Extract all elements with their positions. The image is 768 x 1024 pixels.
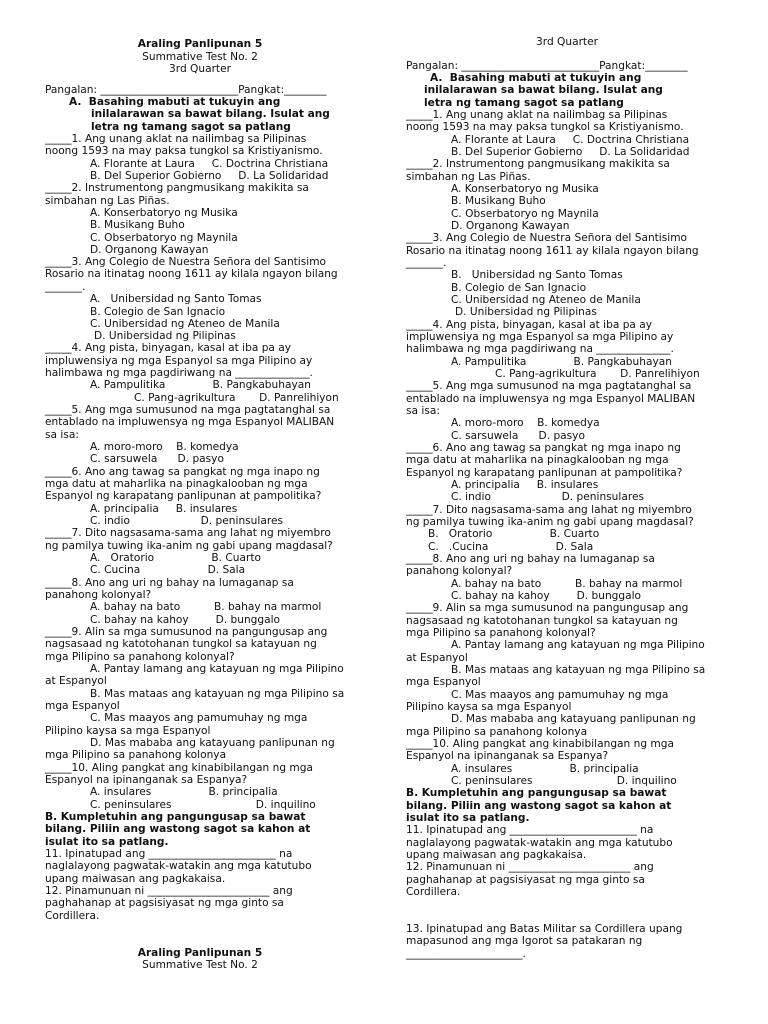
right-text-line: mapasunod ang mga Igorot sa patakaran ng xyxy=(406,935,643,947)
right-text-line: simbahan ng Las Piñas. xyxy=(406,171,531,183)
right-text-line: Cordillera. xyxy=(406,886,461,898)
left-text-line: Summative Test No. 2 xyxy=(142,51,258,63)
right-text-line: _____10. Aling pangkat ang kinabibilangan ng mga xyxy=(406,738,674,750)
left-text-line: simbahan ng Las Piñas. xyxy=(45,195,170,207)
left-text-line: A. Konserbatoryo ng Musika xyxy=(90,207,238,219)
left-text-line: impluwensiya ng mga Espanyol sa mga Pilipino ay xyxy=(45,355,313,367)
left-text-line: C. Unibersidad ng Ateneo de Manila xyxy=(90,318,280,330)
left-text-line: B. Musikang Buho xyxy=(90,219,185,231)
left-text-line: A. Oratorio B. Cuarto xyxy=(90,552,261,564)
right-text-line: B. Kumpletuhin ang pangungusap sa bawat xyxy=(406,787,667,799)
left-text-line: A. bahay na bato B. bahay na marmol xyxy=(90,601,322,613)
left-text-line: naglalayong pagwatak-watakin ang mga katutubo xyxy=(45,860,312,872)
right-text-line: entablado na impluwensya ng mga Espanyol MALIBAN xyxy=(406,393,696,405)
left-text-line: _____10. Aling pangkat ang kinabibilangan ng mga xyxy=(45,762,313,774)
left-text-line: _____2. Instrumentong pangmusikang makikita sa xyxy=(45,182,309,194)
right-text-line: _____9. Alin sa mga sumusunod na pangungusap ang xyxy=(406,602,689,614)
left-text-line: isulat ito sa patlang. xyxy=(45,836,169,848)
right-text-line: A. Pantay lamang ang katayuan ng mga Pilipino xyxy=(451,639,705,651)
left-text-line: nagsasaad ng katotohanan tungkol sa katayuan ng xyxy=(45,638,317,650)
right-text-line: A. Basahing mabuti at tukuyin ang xyxy=(430,72,642,84)
left-text-line: A. Basahing mabuti at tukuyin ang xyxy=(69,96,281,108)
left-text-line: _____1. Ang unang aklat na nailimbag sa Pilipinas xyxy=(45,133,307,145)
right-text-line: _____7. Dito nagsasama-sama ang lahat ng miyembro xyxy=(406,504,692,516)
left-text-line: _____9. Alin sa mga sumusunod na pangungusap ang xyxy=(45,626,328,638)
right-text-line: ng pamilya tuwing ika-anim ng gabi upang magdasal? xyxy=(406,516,694,528)
right-text-line: C. Obserbatoryo ng Maynila xyxy=(451,208,599,220)
right-text-line: naglalayong pagwatak-watakin ang mga katutubo xyxy=(406,837,673,849)
left-text-line: _____4. Ang pista, binyagan, kasal at iba pa ay xyxy=(45,342,292,354)
left-text-line: B. Colegio de San Ignacio xyxy=(90,306,226,318)
right-text-line: mga Pilipino sa panahong kolonyal? xyxy=(406,627,596,639)
right-text-line: B. Unibersidad ng Santo Tomas xyxy=(451,269,623,281)
right-text-line: Pangalan: __________________________Pangkat:________ xyxy=(406,60,688,72)
right-text-line: upang maiwasan ang pagkakaisa. xyxy=(406,849,587,861)
right-text-line: panahong kolonyal? xyxy=(406,565,513,577)
left-text-line: Araling Panlipunan 5 xyxy=(137,947,263,959)
right-text-line: impluwensiya ng mga Espanyol sa mga Pilipino ay xyxy=(406,331,674,343)
right-text-line: Espanyol ng karapatang panlipunan at pampolitika? xyxy=(406,467,683,479)
left-text-line: noong 1593 na may paksa tungkol sa Kristiyanismo. xyxy=(45,145,323,157)
right-text-line: B. Del Superior Gobierno D. La Solidaridad xyxy=(451,146,690,158)
left-text-line: letra ng tamang sagot sa patlang xyxy=(91,121,291,133)
left-text-line: mga Pilipino sa panahong kolonya xyxy=(45,749,227,761)
right-text-line: D. Organong Kawayan xyxy=(451,220,570,232)
left-text-line: B. Mas mataas ang katayuan ng mga Pilipino sa xyxy=(90,688,345,700)
right-text-line: 13. Ipinatupad ang Batas Militar sa Cordillera upang xyxy=(406,923,683,935)
right-text-line: B. Colegio de San Ignacio xyxy=(451,282,587,294)
right-text-line: halimbawa ng mga pagdiriwang na ______________. xyxy=(406,343,674,355)
left-text-line: D. Organong Kawayan xyxy=(90,244,209,256)
right-text-line: _____1. Ang unang aklat na nailimbag sa Pilipinas xyxy=(406,109,668,121)
left-text-line: entablado na impluwensya ng mga Espanyol MALIBAN xyxy=(45,416,335,428)
right-text-line: B. Mas mataas ang katayuan ng mga Pilipino sa xyxy=(451,664,706,676)
left-text-line: B. Del Superior Gobierno D. La Solidaridad xyxy=(90,170,329,182)
right-text-line: 3rd Quarter xyxy=(536,36,598,48)
left-text-line: C. Pang-agrikultura D. Panrelihiyon xyxy=(134,392,339,404)
right-text-line: paghahanap at pagsisiyasat ng mga ginto sa xyxy=(406,874,645,886)
right-text-line: D. Mas mababa ang katayuang panlipunan ng xyxy=(451,713,696,725)
left-text-line: Pilipino kaysa sa mga Espanyol xyxy=(45,725,211,737)
right-text-line: bilang. Piliin ang wastong sagot sa kahon at xyxy=(406,800,672,812)
right-text-line: 12. Pinamunuan ni _______________________ ang xyxy=(406,861,654,873)
right-text-line: B. Oratorio B. Cuarto xyxy=(428,528,600,540)
left-text-line: A. principalia B. insulares xyxy=(90,503,238,515)
right-text-line: C. sarsuwela D. pasyo xyxy=(451,430,585,442)
left-text-line: C. Mas maayos ang pamumuhay ng mga xyxy=(90,712,308,724)
right-text-line: mga Espanyol xyxy=(406,676,481,688)
right-text-line: _____5. Ang mga sumusunod na mga pagtatanghal sa xyxy=(406,380,692,392)
left-text-line: Araling Panlipunan 5 xyxy=(137,38,263,50)
right-text-line: C. .Cucina D. Sala xyxy=(428,541,594,553)
left-text-line: halimbawa ng mga pagdiriwang na ______________. xyxy=(45,367,313,379)
left-text-line: C. peninsulares D. inquilino xyxy=(90,799,316,811)
right-text-line: B. Musikang Buho xyxy=(451,195,546,207)
left-text-line: D. Mas mababa ang katayuang panlipunan ng xyxy=(90,737,335,749)
left-text-line: _____7. Dito nagsasama-sama ang lahat ng miyembro xyxy=(45,527,331,539)
left-text-line: inilalarawan sa bawat bilang. Isulat ang xyxy=(91,108,330,120)
left-text-line: Summative Test No. 2 xyxy=(142,959,258,971)
right-text-line: C. bahay na kahoy D. bunggalo xyxy=(451,590,642,602)
right-text-line: letra ng tamang sagot sa patlang xyxy=(424,97,624,109)
right-text-line: A. Florante at Laura C. Doctrina Christiana xyxy=(451,134,690,146)
right-text-line: _____2. Instrumentong pangmusikang makikita sa xyxy=(406,158,670,170)
left-text-line: paghahanap at pagsisiyasat ng mga ginto sa xyxy=(45,897,284,909)
left-text-line: C. Cucina D. Sala xyxy=(90,564,246,576)
right-text-line: _____6. Ano ang tawag sa pangkat ng mga inapo ng xyxy=(406,442,681,454)
left-text-line: A. moro-moro B. komedya xyxy=(90,441,239,453)
right-text-line: C. indio D. peninsulares xyxy=(451,491,644,503)
left-text-line: D. Unibersidad ng Pilipinas xyxy=(94,330,236,342)
right-text-line: A. moro-moro B. komedya xyxy=(451,417,600,429)
right-text-line: C. Unibersidad ng Ateneo de Manila xyxy=(451,294,641,306)
left-text-line: A. Pampulitika B. Pangkabuhayan xyxy=(90,379,311,391)
right-text-line: _____8. Ano ang uri ng bahay na lumaganap sa xyxy=(406,553,655,565)
right-text-line: ______________________. xyxy=(406,948,526,960)
left-text-line: mga Espanyol xyxy=(45,700,120,712)
right-text-line: mga Pilipino sa panahong kolonya xyxy=(406,726,588,738)
left-text-line: 12. Pinamunuan ni _______________________ ang xyxy=(45,885,293,897)
right-text-line: A. Pampulitika B. Pangkabuhayan xyxy=(451,356,672,368)
right-text-line: A. principalia B. insulares xyxy=(451,479,599,491)
left-text-line: A. insulares B. principalia xyxy=(90,786,278,798)
right-text-line: A. bahay na bato B. bahay na marmol xyxy=(451,578,683,590)
right-text-line: A. insulares B. principalia xyxy=(451,763,639,775)
left-text-line: Espanyol na ipinanganak sa Espanya? xyxy=(45,774,248,786)
right-text-line: isulat ito sa patlang. xyxy=(406,812,530,824)
left-text-line: mga datu at maharlika na pinagkalooban ng mga xyxy=(45,478,308,490)
right-text-line: Pilipino kaysa sa mga Espanyol xyxy=(406,701,572,713)
left-text-line: A. Pantay lamang ang katayuan ng mga Pilipino xyxy=(90,663,344,675)
left-text-line: at Espanyol xyxy=(45,675,107,687)
left-text-line: C. sarsuwela D. pasyo xyxy=(90,453,224,465)
left-text-line: upang maiwasan ang pagkakaisa. xyxy=(45,873,226,885)
left-text-line: Rosario na itinatag noong 1611 ay kilala ngayon bilang xyxy=(45,268,338,280)
left-text-line: _____5. Ang mga sumusunod na mga pagtatanghal sa xyxy=(45,404,331,416)
right-text-line: mga datu at maharlika na pinagkalooban ng mga xyxy=(406,454,669,466)
right-text-line: sa isa: xyxy=(406,405,440,417)
left-text-line: 3rd Quarter xyxy=(169,63,231,75)
right-text-line: A. Konserbatoryo ng Musika xyxy=(451,183,599,195)
left-text-line: bilang. Piliin ang wastong sagot sa kahon at xyxy=(45,823,311,835)
left-text-line: Pangalan: __________________________Pangkat:________ xyxy=(45,84,327,96)
left-text-line: sa isa: xyxy=(45,429,79,441)
left-text-line: C. indio D. peninsulares xyxy=(90,515,283,527)
left-text-line: ng pamilya tuwing ika-anim ng gabi upang magdasal? xyxy=(45,540,333,552)
left-text-line: _____8. Ano ang uri ng bahay na lumaganap sa xyxy=(45,577,294,589)
left-text-line: C. Obserbatoryo ng Maynila xyxy=(90,232,238,244)
right-text-line: C. Pang-agrikultura D. Panrelihiyon xyxy=(495,368,700,380)
right-text-line: at Espanyol xyxy=(406,652,468,664)
right-text-line: Rosario na itinatag noong 1611 ay kilala ngayon bilang xyxy=(406,245,699,257)
right-text-line: noong 1593 na may paksa tungkol sa Kristiyanismo. xyxy=(406,121,684,133)
right-text-line: C. Mas maayos ang pamumuhay ng mga xyxy=(451,689,669,701)
left-text-line: panahong kolonyal? xyxy=(45,589,152,601)
right-text-line: _____4. Ang pista, binyagan, kasal at iba pa ay xyxy=(406,319,653,331)
right-text-line: Espanyol na ipinanganak sa Espanya? xyxy=(406,750,609,762)
right-text-line: 11. Ipinatupad ang ________________________ na xyxy=(406,824,654,836)
right-text-line: _____3. Ang Colegio de Nuestra Señora del Santisimo xyxy=(406,232,688,244)
left-text-line: A. Unibersidad ng Santo Tomas xyxy=(90,293,262,305)
left-text-line: _______. xyxy=(45,281,86,293)
left-text-line: mga Pilipino sa panahong kolonyal? xyxy=(45,651,235,663)
left-text-line: B. Kumpletuhin ang pangungusap sa bawat xyxy=(45,811,306,823)
left-text-line: A. Florante at Laura C. Doctrina Christiana xyxy=(90,158,329,170)
left-text-line: 11. Ipinatupad ang ________________________ na xyxy=(45,848,293,860)
right-text-line: inilalarawan sa bawat bilang. Isulat ang xyxy=(424,84,663,96)
right-text-line: _______. xyxy=(406,257,447,269)
right-text-line: D. Unibersidad ng Pilipinas xyxy=(455,306,597,318)
left-text-line: _____6. Ano ang tawag sa pangkat ng mga inapo ng xyxy=(45,466,320,478)
right-text-line: nagsasaad ng katotohanan tungkol sa katayuan ng xyxy=(406,615,678,627)
left-text-line: Cordillera. xyxy=(45,910,100,922)
left-text-line: C. bahay na kahoy D. bunggalo xyxy=(90,614,281,626)
right-text-line: C. peninsulares D. inquilino xyxy=(451,775,677,787)
left-text-line: Espanyol ng karapatang panlipunan at pampolitika? xyxy=(45,490,322,502)
left-text-line: _____3. Ang Colegio de Nuestra Señora del Santisimo xyxy=(45,256,327,268)
